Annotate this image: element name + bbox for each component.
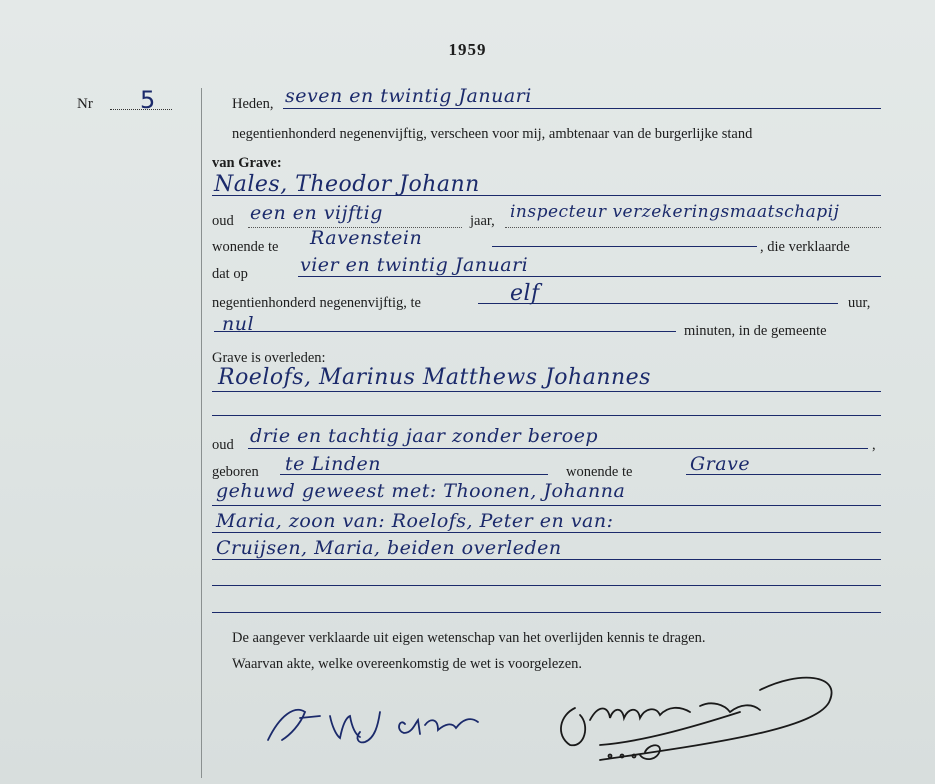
official-signature bbox=[561, 678, 832, 760]
footer-statement: De aangever verklaarde uit eigen wetenschap van het overlijden kennis te dragen. bbox=[232, 630, 706, 646]
wonende-label-2: wonende te bbox=[566, 464, 633, 480]
geboren-label: geboren bbox=[212, 464, 259, 480]
heden-label: Heden, bbox=[232, 96, 274, 112]
declarant-residence: Ravenstein bbox=[310, 227, 423, 249]
remarks-line-3: Cruijsen, Maria, beiden overleden bbox=[216, 537, 562, 559]
minuten-label: minuten, in de gemeente bbox=[684, 323, 827, 339]
wonende-label: wonende te bbox=[212, 239, 279, 255]
declarant-age: een en vijftig bbox=[250, 202, 383, 224]
die-verklaarde-label: , die verklaarde bbox=[760, 239, 850, 255]
birthplace: te Linden bbox=[285, 453, 381, 475]
oud-label-2: oud bbox=[212, 437, 234, 453]
jaar-label: jaar, bbox=[470, 213, 495, 229]
oud-label: oud bbox=[212, 213, 234, 229]
death-date: vier en twintig Januari bbox=[300, 254, 529, 276]
deceased-age-occupation: drie en tachtig jaar zonder beroep bbox=[250, 425, 599, 447]
footer-akte: Waarvan akte, welke overeenkomstig de wet is voorgelezen. bbox=[232, 656, 583, 672]
declarant-name: Nales, Theodor Johann bbox=[214, 172, 480, 197]
date-of-declaration: seven en twintig Januari bbox=[285, 85, 532, 107]
deceased-residence: Grave bbox=[690, 453, 751, 475]
year-heading: 1959 bbox=[448, 40, 487, 59]
deceased-name: Roelofs, Marinus Matthews Johannes bbox=[218, 365, 651, 390]
overleden-label: Grave is overleden: bbox=[212, 350, 326, 366]
death-minutes: nul bbox=[222, 313, 255, 335]
remarks-line-1: gehuwd geweest met: Thoonen, Johanna bbox=[216, 480, 626, 502]
declarant-occupation: inspecteur verzekeringsmaatschapij bbox=[510, 202, 840, 222]
comma-mark: , bbox=[872, 437, 876, 453]
death-hour: elf bbox=[510, 281, 540, 306]
remarks-line-2: Maria, zoon van: Roelofs, Peter en van: bbox=[216, 510, 614, 532]
uur-label: uur, bbox=[848, 295, 871, 311]
declarant-signature bbox=[268, 710, 478, 743]
van-grave-label: van Grave: bbox=[212, 155, 282, 171]
record-number-label: Nr bbox=[77, 96, 93, 112]
record-number-value: 5 bbox=[140, 86, 156, 114]
dat-op-label: dat op bbox=[212, 266, 248, 282]
intro-text: negentienhonderd negenenvijftig, verscheen voor mij, ambtenaar van de burgerlijke stand bbox=[232, 126, 753, 142]
year-text-2: negentienhonderd negenenvijftig, te bbox=[212, 295, 421, 311]
